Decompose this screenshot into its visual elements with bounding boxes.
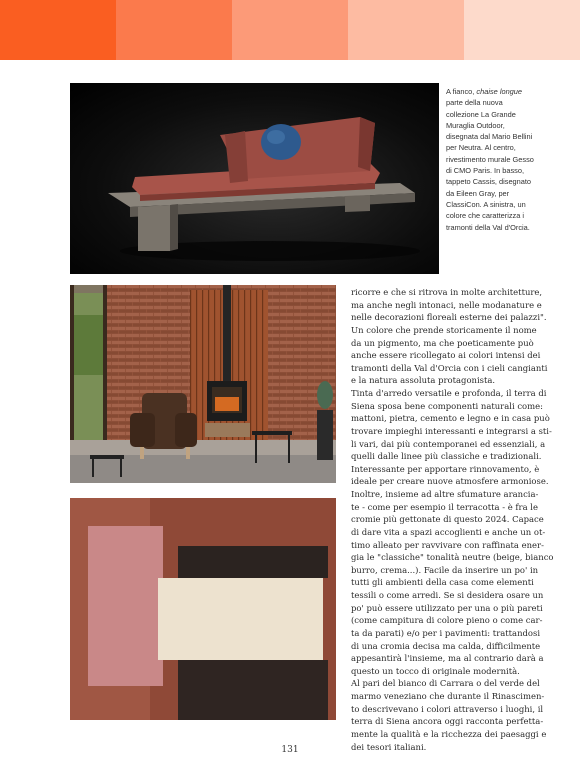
caption-part: chaise longue	[476, 87, 523, 96]
body-line: da un pigmento, ma che poeticamente può	[351, 337, 534, 348]
body-line: timo alleato per ravvivare con raffinata ener-	[351, 539, 544, 550]
body-line: questo un tocco di originale modernità.	[351, 665, 520, 676]
article-body-text	[351, 286, 554, 753]
color-swatch-3	[232, 0, 348, 60]
rug-photo	[70, 498, 336, 720]
body-line: tramonti della Val d'Orcia con i cieli cangianti	[351, 362, 548, 373]
body-line: tessili o come arredi. Se si desidera osare un	[351, 590, 544, 600]
body-line: Inoltre, insieme ad altre sfumature arancia-	[351, 489, 539, 499]
body-line: mente la qualità e la ricchezza dei paesaggi e	[351, 728, 547, 739]
color-swatch-2	[116, 0, 232, 60]
body-line: e la natura assoluta protagonista.	[351, 375, 496, 386]
body-line: marmo veneziano che durante il Rinascimen-	[351, 691, 545, 701]
color-swatch-5	[464, 0, 580, 60]
body-line: burro, crema...). Facile da inserire un po' in	[351, 564, 539, 575]
body-line: ricorre e che si ritrova in molte architetture,	[351, 287, 543, 297]
chaise-longue-photo	[70, 83, 439, 274]
body-line: di dare vita a spazi accoglienti e anche un ot-	[351, 526, 546, 537]
body-line: ta da parati) e/o per i pavimenti: trattandosi	[351, 627, 541, 638]
body-line: Siena sposa bene componenti naturali come:	[351, 400, 543, 411]
body-line: mattoni, pietra, cemento e legno e in casa può	[351, 413, 550, 424]
color-swatch-strip	[0, 0, 580, 60]
body-line: quelli dalle linee più classiche e tradizionali.	[351, 451, 542, 462]
body-line: ideale per creare nuove atmosfere armoniose.	[351, 476, 549, 487]
body-line: Tinta d'arredo versatile e profonda, il terra di	[351, 388, 547, 398]
body-line: te - come per esempio il terracotta - è fra le	[351, 501, 538, 512]
caption-part: A fianco,	[446, 87, 477, 96]
body-line: li vari, dai più contemporanei ed essenziali, a	[351, 438, 546, 449]
body-line: ma anche negli intonaci, nelle modanature e	[351, 299, 542, 310]
body-line: dei tesori italiani.	[351, 741, 427, 752]
color-swatch-1	[0, 0, 116, 60]
rug-illustration	[70, 498, 336, 720]
body-line: (come campitura di colore pieno o come car-	[351, 615, 543, 626]
color-swatch-4	[348, 0, 464, 60]
caption-part: parte della nuova collezione La Grande Muraglia Outdoor, disegnata dal Mario Bellini per Neutra. Al centro, rivestimento murale Gesso di CMO Paris. In basso, tappeto Cassis, disegnato da Eileen Gray, per ClassiCon. A sinistra, un colore che caratterizza i tramonti della Val d'Orcia.	[446, 98, 534, 232]
body-line: po' può essere utilizzato per una o più pareti	[351, 602, 543, 613]
body-line: Al pari del bianco di Carrara o del verde del	[351, 678, 540, 689]
body-line: cromie più gettonate di questo 2024. Capace	[351, 514, 544, 525]
chaise-longue-illustration	[70, 83, 439, 274]
living-room-illustration	[70, 285, 336, 483]
photo-caption	[446, 86, 536, 233]
body-line: nelle decorazioni floreali esterne dei palazzi".	[351, 312, 547, 323]
body-line: Un colore che prende storicamente il nome	[351, 324, 537, 335]
page-number: 131	[281, 745, 299, 755]
body-line: gia le "classiche" tonalità neutre (beige, bianco	[351, 552, 554, 563]
body-line: Interessante per apportare rinnovamento, è	[351, 463, 540, 474]
body-line: to descrivevano i colori attraverso i luoghi, il	[351, 703, 544, 714]
body-line: tutti gli ambienti della casa come elementi	[351, 577, 534, 588]
body-line: appesantirà l'insieme, ma al contrario darà a	[351, 653, 544, 664]
body-line: trovare impieghi interessanti e integrarsi a sti-	[351, 425, 552, 436]
body-line: di una cromia decisa ma calda, difficilmente	[351, 640, 541, 651]
body-line: terra di Siena ancora oggi racconta perfetta-	[351, 716, 544, 727]
living-room-photo	[70, 285, 336, 483]
body-line: anche essere ricollegato ai colori intensi dei	[351, 350, 541, 361]
